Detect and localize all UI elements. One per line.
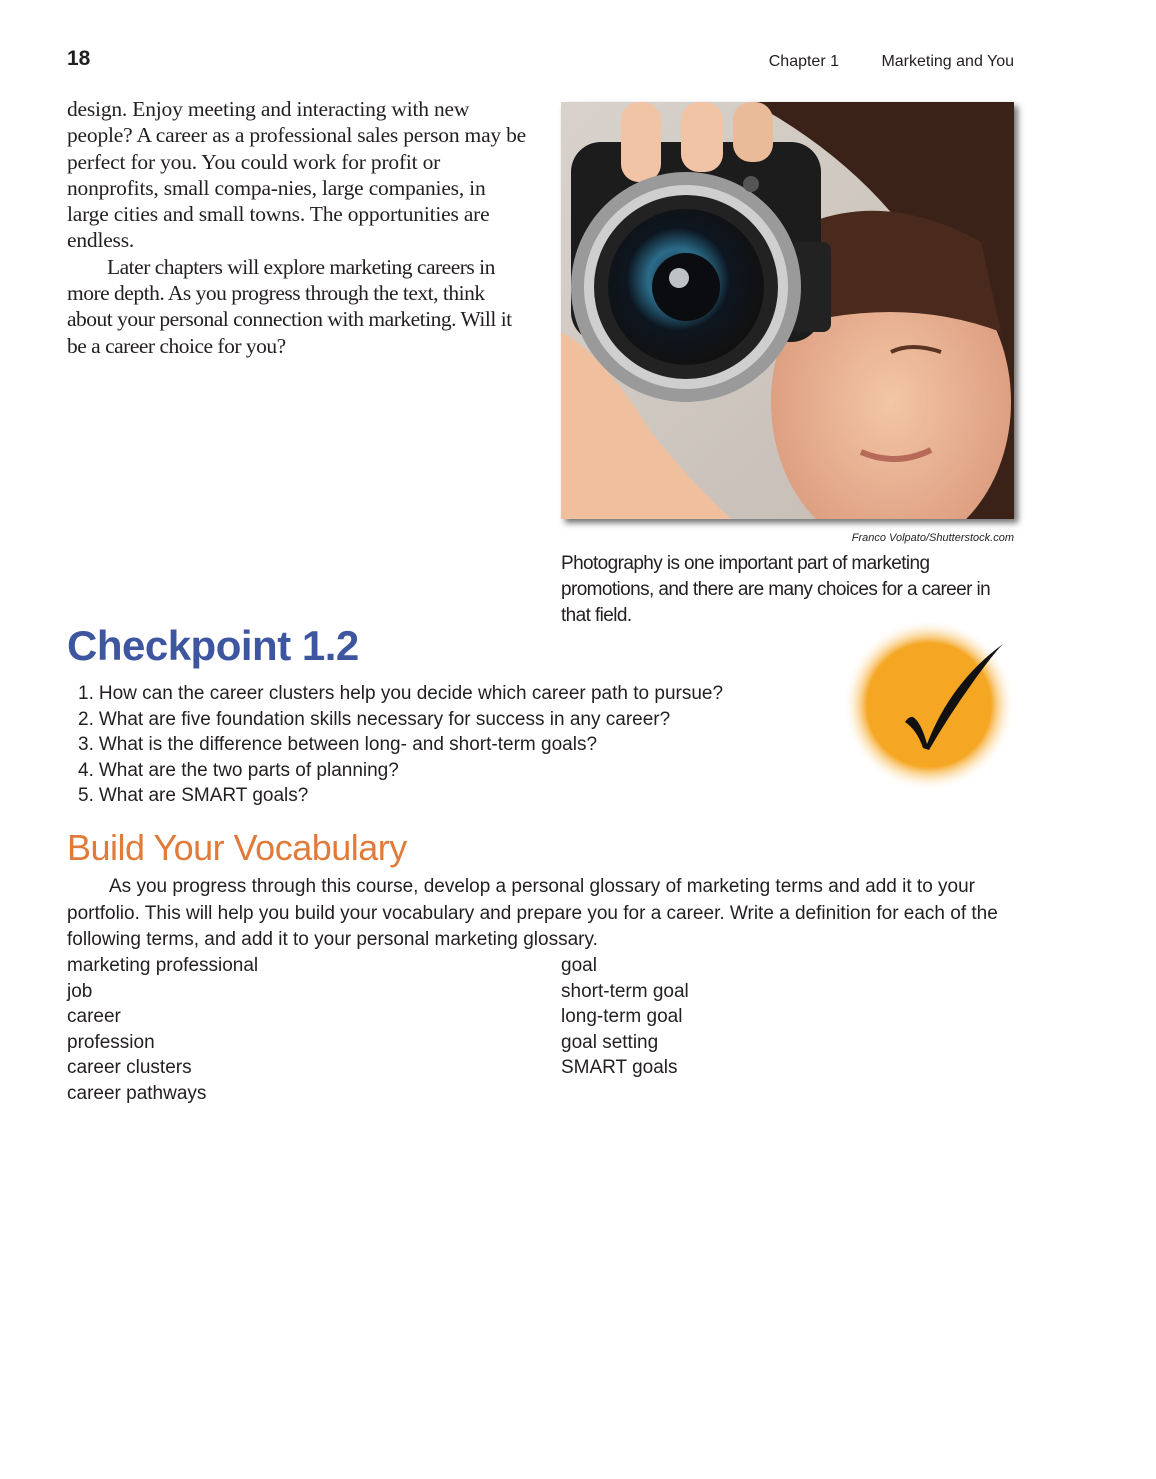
vocabulary-term: goal setting: [561, 1031, 659, 1053]
vocabulary-term: marketing professional: [67, 955, 259, 976]
body-paragraph-1: design. Enjoy meeting and interacting with new people? A career as a professional sales person may be perfect for you. You could work for profit or nonprofits, small compa-nies, large companies, in large cities and small towns. The opportunities are endless.: [67, 97, 527, 253]
question-item: 1. How can the career clusters help you decide which career path to pursue?: [78, 683, 724, 704]
question-item: 2. What are five foundation skills necessary for success in any career?: [78, 708, 671, 730]
vocabulary-term: profession: [67, 1031, 155, 1053]
vocabulary-terms-left: [67, 953, 258, 1107]
body-paragraph-2: Later chapters will explore marketing careers in more depth. As you progress through the text, think about your personal connection with marketing. Will it be a career choice for you?: [67, 254, 512, 358]
question-item: 4. What are the two parts of planning?: [78, 759, 399, 781]
photo-caption: Photography is one important part of marketing promotions, and there are many choices for a career in that field.: [561, 553, 991, 626]
vocabulary-term: long-term goal: [561, 1006, 683, 1028]
vocabulary-term: career pathways: [67, 1082, 207, 1104]
camera-photo: [561, 102, 1014, 519]
vocabulary-terms-right: [561, 953, 689, 1081]
vocabulary-term: SMART goals: [561, 1057, 678, 1079]
chapter-title: Marketing and You: [881, 53, 1014, 70]
running-head: [769, 53, 1014, 71]
checkpoint-title: Checkpoint 1.2: [67, 622, 359, 669]
checkmark-icon: [843, 622, 1023, 792]
checkpoint-questions: [78, 681, 723, 809]
photo-credit: Franco Volpato/Shutterstock.com: [851, 532, 1014, 544]
chapter-label: Chapter 1: [768, 53, 839, 70]
vocabulary-title: Build Your Vocabulary: [67, 827, 407, 868]
vocabulary-term: career: [67, 1006, 121, 1028]
question-item: 5. What are SMART goals?: [78, 785, 309, 806]
vocabulary-term: career clusters: [67, 1057, 192, 1079]
page-number: 18: [67, 47, 91, 70]
vocabulary-term: short-term goal: [561, 980, 689, 1002]
vocabulary-term: goal: [561, 955, 597, 976]
question-item: 3. What is the difference between long- and short-term goals?: [78, 734, 598, 755]
body-text: [67, 96, 527, 359]
vocabulary-term: job: [67, 980, 93, 1002]
vocabulary-intro: As you progress through this course, develop a personal glossary of marketing terms and add it to your portfolio. This will help you build your vocabulary and prepare you for a career. Write a definition for each of the following terms, and add it to your personal marketing glossary.: [67, 876, 998, 950]
woman-with-camera-illustration: [561, 102, 1014, 519]
